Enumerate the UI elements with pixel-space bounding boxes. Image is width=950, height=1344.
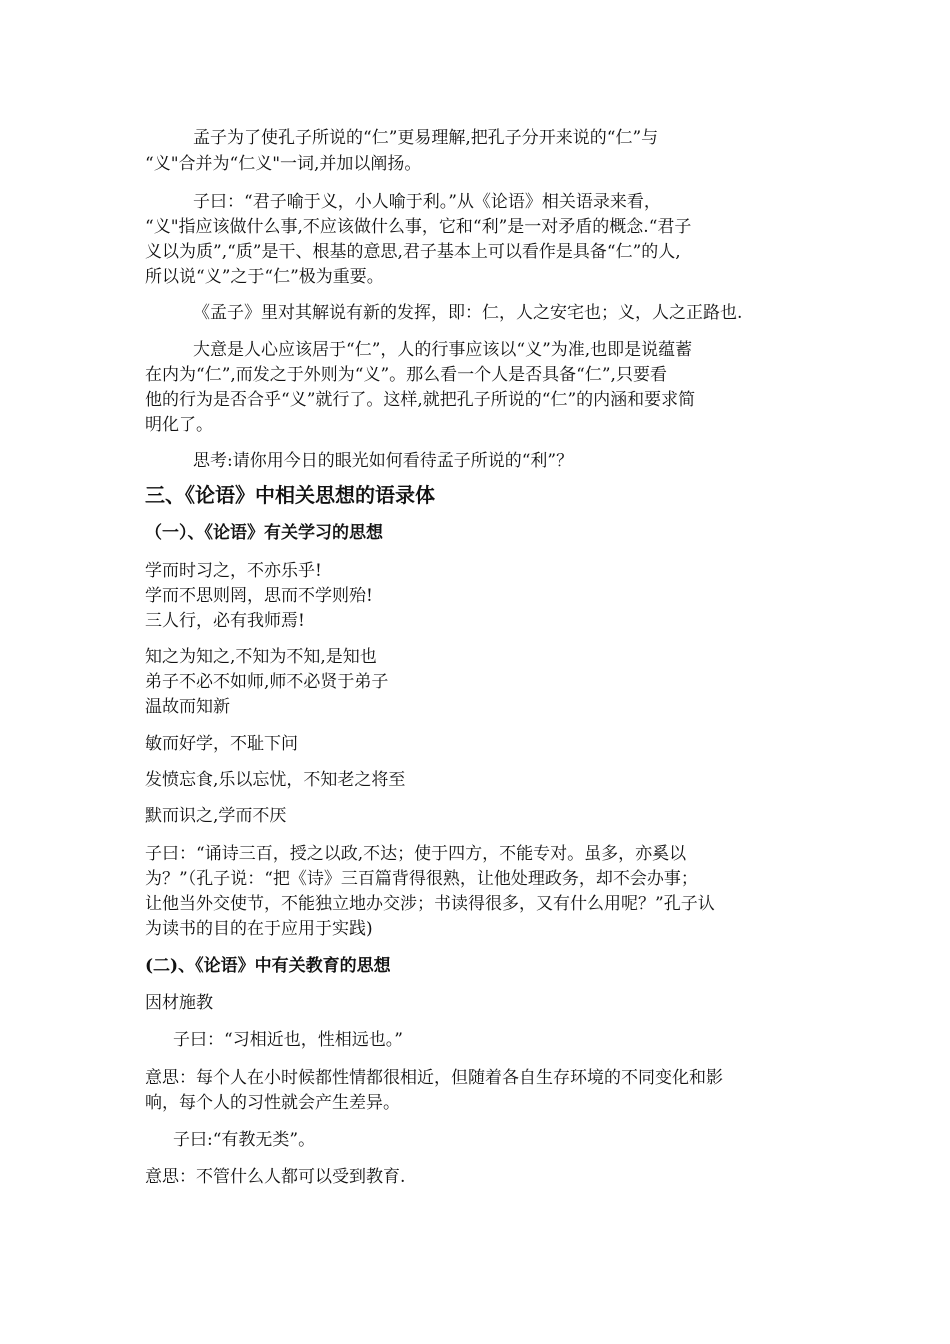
quote-item: 弟子不必不如师,师不必贤于弟子 (145, 672, 389, 692)
quote-item: 三人行，必有我师焉! (145, 611, 305, 631)
long-quote-line4: 为读书的目的在于应用于实践) (145, 919, 373, 939)
sub1-title: （一）、《论语》有关学习的思想 (145, 523, 383, 543)
para-ziyue-line1: 子曰：“君子喻于义，小人喻于利。”从《论语》相关语录来看， (193, 192, 661, 212)
para-sikao: 思考:请你用今日的眼光如何看待孟子所说的“利”？ (193, 451, 574, 471)
long-quote-line1: 子曰：“诵诗三百，授之以政,不达；使于四方，不能专对。虽多，亦奚以 (145, 844, 687, 864)
sub2-title: (二)、《论语》中有关教育的思想 (145, 956, 391, 976)
quote-item: 发愤忘食,乐以忘忧，不知老之将至 (145, 770, 406, 790)
para-mengzi-book: 《孟子》里对其解说有新的发挥，即：仁，人之安宅也；义，人之正路也. (193, 303, 743, 323)
meaning1-line1: 意思：每个人在小时候都性情都很相近，但随着各自生存环境的不同变化和影 (145, 1068, 723, 1088)
quote-youjiao: 子曰:“有教无类”。 (173, 1130, 316, 1150)
meaning2: 意思：不管什么人都可以受到教育. (145, 1167, 406, 1187)
quote-item: 敏而好学，不耻下问 (145, 734, 298, 754)
para-dayi-line1: 大意是人心应该居于“仁”，人的行事应该以“义”为准,也即是说蕴蓄 (193, 340, 693, 360)
quote-item: 学而时习之，不亦乐乎! (145, 561, 322, 581)
para-mencius-line1: 孟子为了使孔子所说的“仁”更易理解,把孔子分开来说的“仁”与 (193, 128, 659, 148)
para-ziyue-line4: 所以说“义”之于“仁”极为重要。 (145, 267, 384, 287)
para-ziyue-line2: “义"指应该做什么事,不应该做什么事，它和“利”是一对矛盾的概念.“君子 (145, 217, 692, 237)
long-quote-line3: 让他当外交使节，不能独立地办交涉；书读得很多，又有什么用呢？”孔子认 (145, 894, 715, 914)
meaning1-line2: 响，每个人的习性就会产生差异。 (145, 1093, 400, 1113)
section3-title: 三、《论语》中相关思想的语录体 (145, 483, 435, 507)
quote-item: 知之为知之,不知为不知,是知也 (145, 647, 377, 667)
quote-item: 默而识之,学而不厌 (145, 806, 287, 826)
quote-xiangjin: 子曰：“习相近也，性相远也。” (173, 1030, 403, 1050)
para-mencius-line2: “义"合并为“仁义"一词,并加以阐扬。 (145, 154, 422, 174)
quote-item: 学而不思则罔，思而不学则殆! (145, 586, 373, 606)
para-dayi-line4: 明化了。 (145, 415, 213, 435)
topic-label: 因材施教 (145, 993, 213, 1013)
para-ziyue-line3: 义以为质”,“质”是干、根基的意思,君子基本上可以看作是具备“仁”的人, (145, 242, 681, 262)
para-dayi-line3: 他的行为是否合乎“义”就行了。这样,就把孔子所说的“仁”的内涵和要求简 (145, 390, 696, 410)
long-quote-line2: 为？”（孔子说：“把《诗》三百篇背得很熟，让他处理政务，却不会办事； (145, 869, 698, 889)
quote-item: 温故而知新 (145, 697, 230, 717)
para-dayi-line2: 在内为“仁”,而发之于外则为“义”。那么看一个人是否具备“仁”,只要看 (145, 365, 667, 385)
